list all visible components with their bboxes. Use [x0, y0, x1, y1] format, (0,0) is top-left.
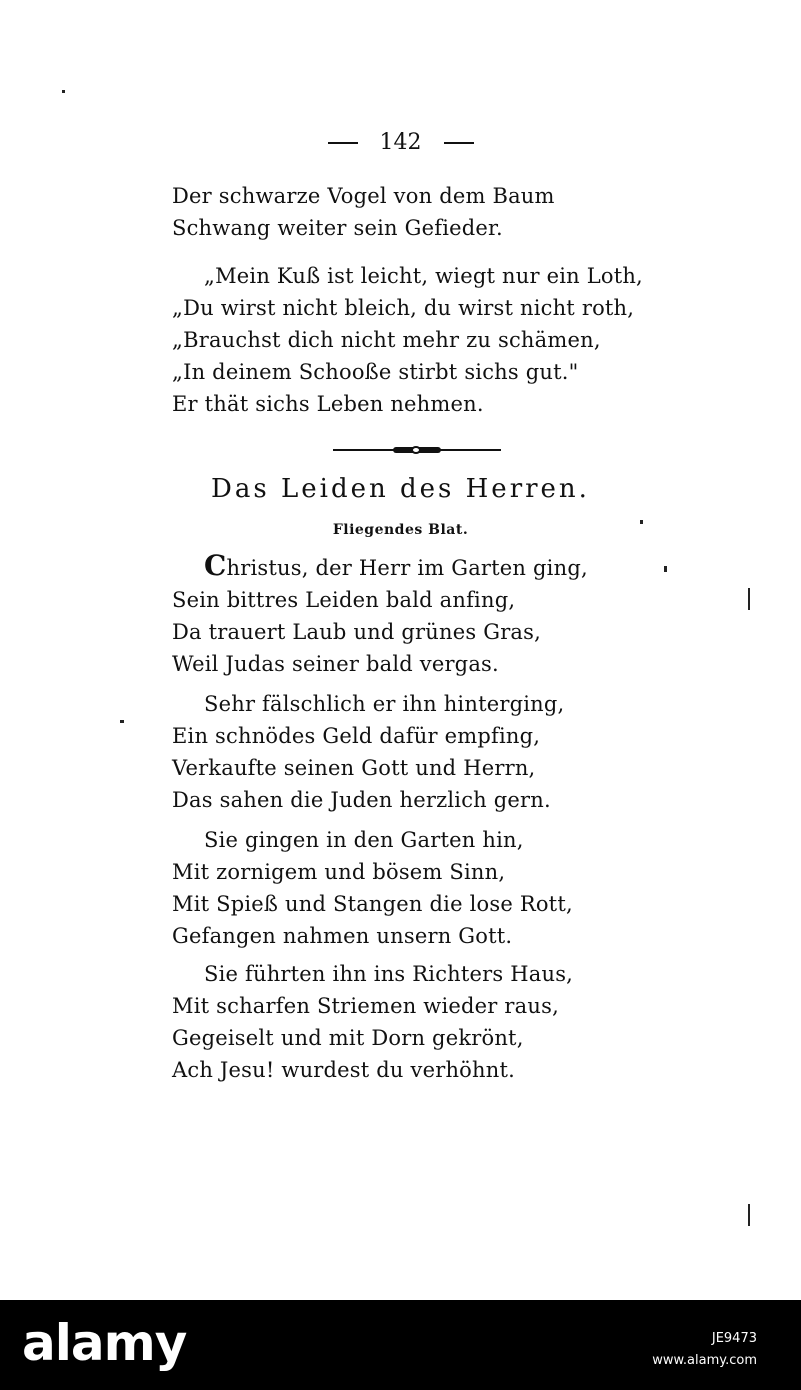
verse-line: Sie gingen in den Garten hin, [204, 828, 524, 852]
verse-line: Gegeiselt und mit Dorn gekrönt, [172, 1026, 524, 1050]
poem-stanza-2 [172, 688, 564, 816]
verse-line-first [172, 550, 588, 584]
poem-subtitle: Fliegendes Blat. [332, 522, 469, 538]
stanza-previous-poem-final [172, 260, 643, 420]
verse-line: Das sahen die Juden herzlich gern. [172, 788, 551, 812]
verse-line: Ach Jesu! wurdest du verhöhnt. [172, 1058, 515, 1082]
verse-line: Da trauert Laub und grünes Gras, [172, 620, 542, 644]
verse-line-rest: hristus, der Herr im Garten ging, [226, 556, 588, 580]
verse-line: Er thät sichs Leben nehmen. [172, 392, 484, 416]
footer-info [652, 1328, 757, 1372]
verse-line: „Brauchst dich nicht mehr zu schämen, [172, 328, 601, 352]
verse-line: „Mein Kuß ist leicht, wiegt nur ein Loth, [204, 264, 643, 288]
verse-line: Der schwarze Vogel von dem Baum [172, 184, 555, 208]
verse-line: Sein bittres Leiden bald anfing, [172, 588, 516, 612]
verse-line: „In deinem Schooße stirbt sichs gut." [172, 360, 579, 384]
scan-speck [640, 520, 643, 524]
poem-stanza-3 [172, 824, 573, 952]
site-url: www.alamy.com [652, 1353, 757, 1368]
verse-line: „Du wirst nicht bleich, du wirst nicht roth, [172, 296, 635, 320]
page-number: 142 [379, 130, 422, 155]
left-dash [328, 142, 358, 144]
verse-line: Mit scharfen Striemen wieder raus, [172, 994, 559, 1018]
watermark-footer [0, 1300, 801, 1390]
scan-speck [120, 720, 124, 723]
verse-line: Schwang weiter sein Gefieder. [172, 216, 503, 240]
verse-line: Gefangen nahmen unsern Gott. [172, 924, 513, 948]
verse-line: Weil Judas seiner bald vergas. [172, 652, 499, 676]
section-divider-ornament [333, 446, 501, 454]
scan-speck [62, 90, 65, 93]
poem-title: Das Leiden des Herren. [211, 474, 590, 504]
right-dash [444, 142, 474, 144]
drop-cap: C [204, 549, 227, 582]
scan-speck [748, 1204, 750, 1226]
scan-speck [748, 588, 750, 610]
verse-line: Mit Spieß und Stangen die lose Rott, [172, 892, 573, 916]
verse-line: Sehr fälschlich er ihn hinterging, [204, 692, 565, 716]
page-header [0, 130, 801, 155]
verse-line: Mit zornigem und bösem Sinn, [172, 860, 506, 884]
alamy-logo: alamy [22, 1314, 187, 1372]
poem-stanza-4 [172, 958, 573, 1086]
scan-speck [664, 566, 667, 572]
verse-line: Ein schnödes Geld dafür empfing, [172, 724, 541, 748]
poem-stanza-1 [172, 550, 588, 680]
stanza-previous-poem-end [172, 180, 555, 244]
verse-line: Sie führten ihn ins Richters Haus, [204, 962, 574, 986]
verse-line: Verkaufte seinen Gott und Herrn, [172, 756, 536, 780]
image-id: JE9473 [711, 1331, 757, 1346]
